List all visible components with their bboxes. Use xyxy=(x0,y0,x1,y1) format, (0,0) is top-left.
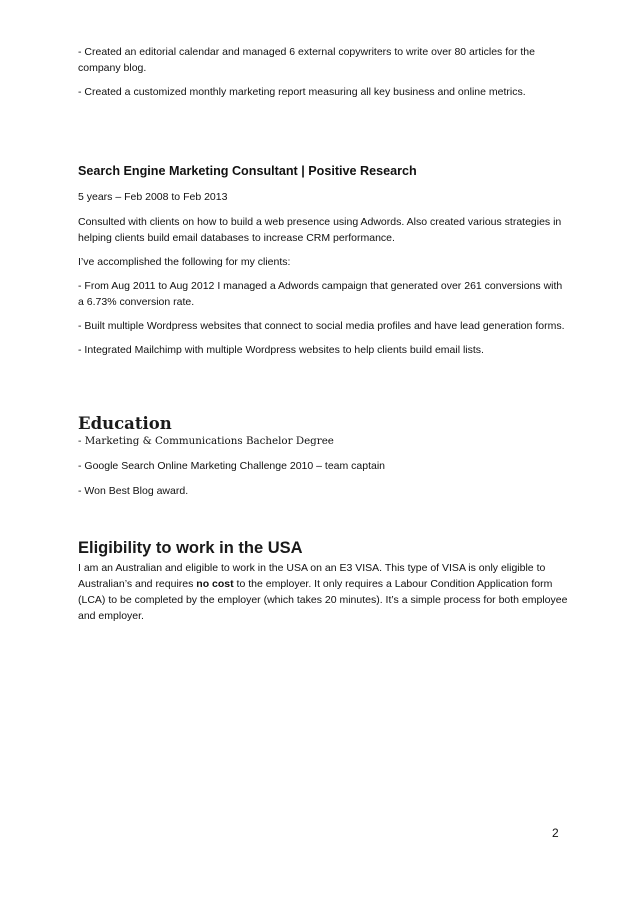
eligibility-section xyxy=(78,538,568,624)
education-degree: - Marketing & Communications Bachelor Degree xyxy=(78,435,334,447)
eligibility-text-start: I am an Australian and eligible to work in the USA on an E3 VISA. This type of VISA is only eligible to Australian’s and requires xyxy=(78,562,546,590)
page-number: 2 xyxy=(552,826,559,840)
job-summary: Consulted with clients on how to build a web presence using Adwords. Also created various strategies in helping clients build email databases to increase CRM performance. xyxy=(78,216,562,244)
education-item-blog-award: - Won Best Blog award. xyxy=(78,485,189,497)
job-dates: 5 years – Feb 2008 to Feb 2013 xyxy=(78,191,228,203)
job-title: Search Engine Marketing Consultant | Positive Research xyxy=(78,164,417,178)
education-item-challenge: - Google Search Online Marketing Challenge 2010 – team captain xyxy=(78,460,386,472)
job-section xyxy=(78,163,568,358)
bullet-monthly-report: - Created a customized monthly marketing report measuring all key business and online metrics. xyxy=(78,86,526,98)
job-bullet-wordpress: - Built multiple Wordpress websites that connect to social media profiles and have lead generation forms. xyxy=(78,320,565,332)
job-intro: I’ve accomplished the following for my clients: xyxy=(78,256,291,268)
eligibility-heading: Eligibility to work in the USA xyxy=(78,539,303,557)
eligibility-no-cost: no cost xyxy=(196,578,234,590)
bullet-editorial-calendar: - Created an editorial calendar and managed 6 external copywriters to write over 80 articles for the company blog. xyxy=(78,46,535,74)
eligibility-text xyxy=(78,560,568,624)
education-heading: Education xyxy=(78,414,172,433)
top-bullets xyxy=(78,44,568,100)
job-bullet-adwords: - From Aug 2011 to Aug 2012 I managed a Adwords campaign that generated over 261 conversions with a 6.73% conversion rate. xyxy=(78,280,563,308)
job-bullet-mailchimp: - Integrated Mailchimp with multiple Wordpress websites to help clients build email lists. xyxy=(78,344,484,356)
education-section xyxy=(78,414,568,499)
eligibility-text-end: to the employer. It only requires a Labour Condition Application form (LCA) to be completed by the employer (which takes 20 minutes). It’s a simple process for both employee and employer. xyxy=(78,578,568,622)
